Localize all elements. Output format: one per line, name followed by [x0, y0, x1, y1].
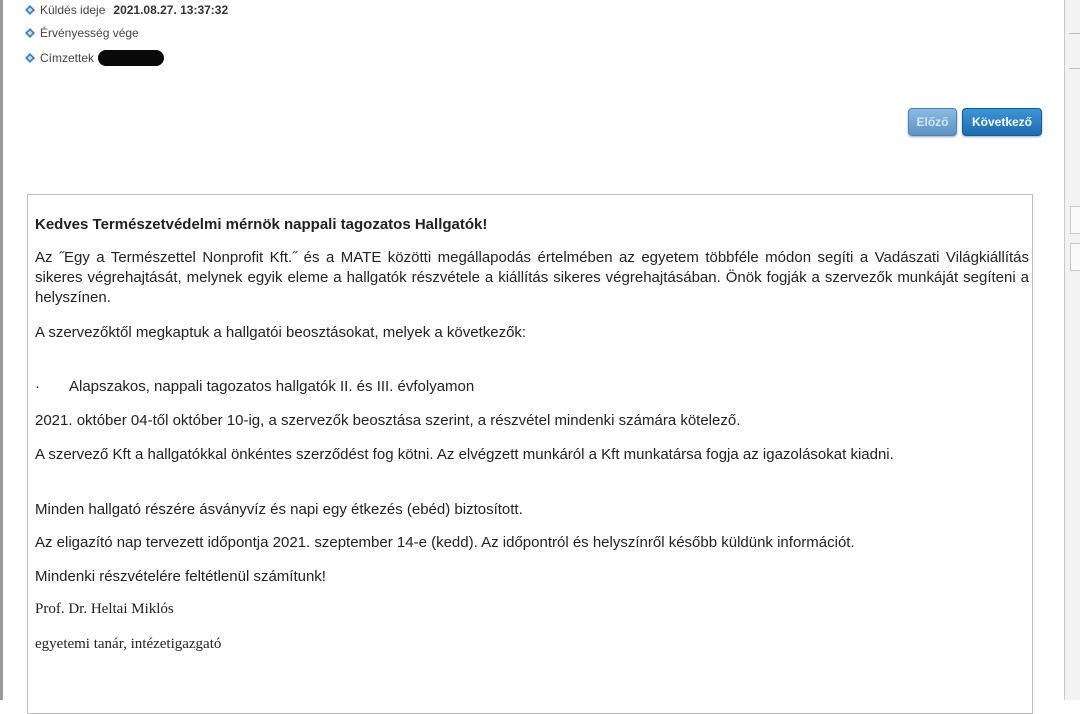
paragraph-closing: Mindenki részvételére feltétlenül számítunk! — [35, 568, 326, 585]
next-button[interactable]: Következő — [962, 108, 1042, 136]
recipients-row — [25, 48, 164, 68]
recipients-label: Címzettek — [40, 51, 95, 65]
message-body — [27, 194, 1033, 714]
sent-time-value: 2021.08.27. 13:37:32 — [113, 3, 229, 17]
greeting: Kedves Természetvédelmi mérnök nappali tagozatos Hallgatók! — [35, 216, 488, 233]
validity-label: Érvényesség vége — [40, 26, 139, 40]
diamond-bullet-icon — [25, 5, 35, 15]
panel-element — [1070, 206, 1080, 234]
validity-row — [25, 23, 139, 43]
signature-name: Prof. Dr. Heltai Miklós — [35, 601, 174, 617]
paragraph-dates: 2021. október 04-től október 10-ig, a szervezők beosztása szerint, a részvétel mindenki számára kötelező. — [35, 412, 741, 429]
bullet-symbol: · — [35, 378, 40, 395]
previous-button[interactable]: Előző — [908, 108, 957, 136]
paragraph-briefing: Az eligazító nap tervezett időpontja 2021. szeptember 14-e (kedd). Az időpontról és helyszínről később küldünk információt. — [35, 534, 855, 551]
redacted-recipients — [98, 50, 164, 66]
paragraph-provisions: Minden hallgató részére ásványvíz és napi egy étkezés (ebéd) biztosított. — [35, 501, 523, 518]
signature-title: egyetemi tanár, intézetigazgató — [35, 636, 222, 652]
paragraph-contract: A szervező Kft a hallgatókkal önkéntes szerződést fog kötni. Az elvégzett munkáról a Kft munkatársa fogja az igazolásokat kiadni. — [35, 446, 894, 463]
diamond-bullet-icon — [25, 28, 35, 38]
panel-divider — [1069, 33, 1080, 34]
paragraph-assignments-intro: A szervezőktől megkaptuk a hallgatói beosztásokat, melyek a következők: — [35, 324, 527, 341]
panel-divider — [1069, 68, 1080, 69]
diamond-bullet-icon — [25, 53, 35, 63]
sent-time-row — [25, 0, 228, 20]
window-left-edge — [0, 0, 3, 700]
paragraph-agreement: Az ˝Egy a Természettel Nonprofit Kft.˝ és a MATE közötti megállapodás értelmében az egyetem többféle módon segíti a Vadászati Világkiállítás sikeres végrehajtását, melynek egyik eleme a hallgatók részvétele a kiállítás sikeres végrehajtásában. Önök fogják a szervezők munkáját segíteni a helyszínen. — [35, 249, 1029, 306]
bullet-item-text: Alapszakos, nappali tagozatos hallgatók II. és III. évfolyamon — [69, 378, 475, 395]
sent-time-label: Küldés ideje — [40, 3, 106, 17]
right-side-panel — [1064, 0, 1080, 700]
panel-element — [1070, 243, 1080, 271]
bullet-item — [35, 377, 1029, 397]
